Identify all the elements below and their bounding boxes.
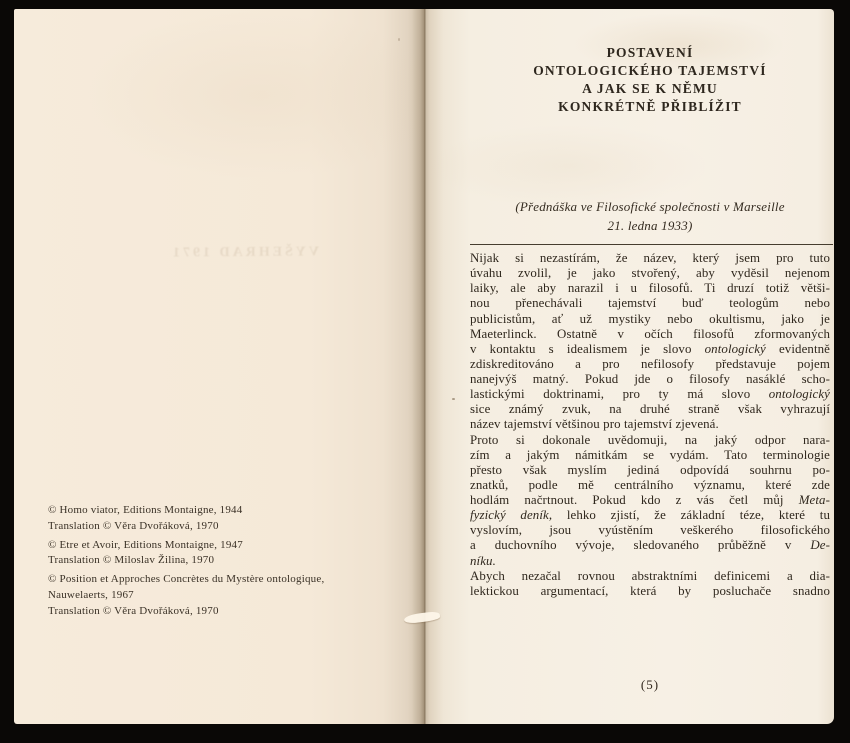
paper-speck (452, 398, 455, 400)
text-segment: Proto si dokonale uvědomuji, na jaký odpor nara- (470, 432, 830, 447)
text-segment: přesto však myslím jediná odpovídá souhrnu po- (470, 462, 830, 477)
text-segment: sice známý zvuk, na druhé straně však vyhrazují (470, 402, 830, 417)
body-line (470, 508, 830, 523)
body-line (470, 448, 830, 463)
copyright-line: Translation © Věra Dvořáková, 1970 (48, 604, 219, 617)
horizontal-rule (470, 244, 833, 245)
body-line (470, 402, 830, 417)
text-segment: vyslovím, jsou vyústěním veškerého filosofického (470, 523, 830, 538)
text-segment: nanejvýš matný. Pokud jde o filosofy nasáklé scho- (470, 372, 830, 386)
body-line (470, 493, 830, 508)
title-line: POSTAVENÍ (606, 45, 694, 60)
copyright-line: Nauwelaerts, 1967 (48, 588, 134, 601)
copyright-line: © Homo viator, Editions Montaigne, 1944 (48, 504, 243, 516)
copyright-line: © Etre et Avoir, Editions Montaigne, 1947 (48, 538, 243, 551)
text-segment: evidentně (765, 341, 830, 356)
text-segment: lektickou argumentací, která by posluchače snadno (470, 583, 830, 598)
body-line (470, 584, 830, 599)
italic-text: níku. (470, 553, 496, 568)
copyright-line: Translation © Miloslav Žilina, 1970 (48, 554, 215, 567)
text-segment: úvahu zvolil, je jako stvořený, aby vyděsil nejenom (470, 266, 830, 281)
text-segment: nou přenechávali tajemství buď teologům nebo (470, 296, 830, 311)
body-line (470, 538, 830, 553)
italic-text: ontologický (704, 341, 766, 356)
text-segment: v kontaktu s idealismem je slovo (470, 341, 705, 356)
title-line: KONKRÉTNĚ PŘIBLÍŽIT (558, 99, 742, 114)
chapter-title (470, 44, 830, 116)
body-line (470, 342, 830, 357)
body-line (470, 554, 830, 569)
title-line: A JAK SE K NĚMU (582, 81, 718, 96)
text-segment: lastickými doktrinami, pro ty má slovo (470, 387, 769, 402)
body-line (470, 281, 830, 296)
text-segment: zdiskreditováno a pro nefilosofy představuje pojem (470, 356, 830, 371)
right-page (424, 9, 834, 724)
text-segment: Nijak si nezastírám, že název, který jsem pro tuto (470, 251, 830, 265)
text-segment: zím a jakým námitkám se vydám. Tato terminologie (470, 447, 830, 462)
open-book (14, 9, 834, 724)
copyright-group (48, 503, 378, 535)
copyright-group (48, 572, 378, 619)
text-segment: hodlám načrtnout. Pokud kdo z vás četl můj (470, 493, 799, 507)
body-line (470, 569, 830, 584)
body-line (470, 312, 830, 327)
text-segment: lehko zjistí, že základní téze, které tu (552, 508, 830, 523)
text-segment: Maeterlinck. Ostatně v očích filosofů zformovaných (470, 326, 830, 341)
copyright-group (48, 538, 378, 570)
subtitle-line: 21. ledna 1933) (607, 218, 693, 233)
text-segment: název tajemství většinou pro tajemství zjevená. (470, 417, 719, 432)
title-line: ONTOLOGICKÉHO TAJEMSTVÍ (533, 63, 767, 78)
copyright-line: Translation © Věra Dvořáková, 1970 (48, 519, 219, 532)
body-line (470, 372, 830, 387)
text-segment: Abych nezačal rovnou abstraktními definicemi a dia- (470, 568, 830, 583)
body-line (470, 387, 830, 402)
italic-text: Meta- (798, 493, 830, 507)
body-line (470, 433, 830, 448)
italic-text: fyzický deník, (470, 508, 553, 523)
body-line (470, 463, 830, 478)
subtitle-line: (Přednáška ve Filosofické společnosti v Marseille (515, 199, 785, 214)
text-segment: laiky, ale aby narazil i u filosofů. Ti druzí totiž větši- (470, 281, 830, 296)
page-number: (5) (640, 677, 660, 692)
copyright-line: © Position et Approches Concrètes du Mystère ontologique, (48, 573, 325, 586)
body-line (470, 296, 830, 311)
show-through-text: VYŠEHRAD 1971 (169, 244, 320, 261)
italic-text: ontologický (768, 387, 830, 402)
text-segment: publicistům, ať už mystiky nebo okultismu, jako je (470, 311, 830, 326)
left-page (14, 9, 424, 724)
body-line (470, 523, 830, 538)
body-line (470, 251, 830, 266)
text-segment: a duchovního vývoje, sledovaného průběžně v (470, 538, 811, 553)
body-line (470, 478, 830, 493)
lecture-subtitle (470, 197, 830, 235)
text-segment: znatků, podle mě centrálního významu, které zde (470, 477, 830, 492)
body-line (470, 266, 830, 281)
italic-text: De- (810, 538, 830, 553)
copyright-block (48, 503, 378, 623)
paper-speck (398, 38, 400, 41)
body-text (470, 251, 830, 599)
body-line (470, 417, 830, 432)
body-line (470, 327, 830, 342)
body-line (470, 357, 830, 372)
